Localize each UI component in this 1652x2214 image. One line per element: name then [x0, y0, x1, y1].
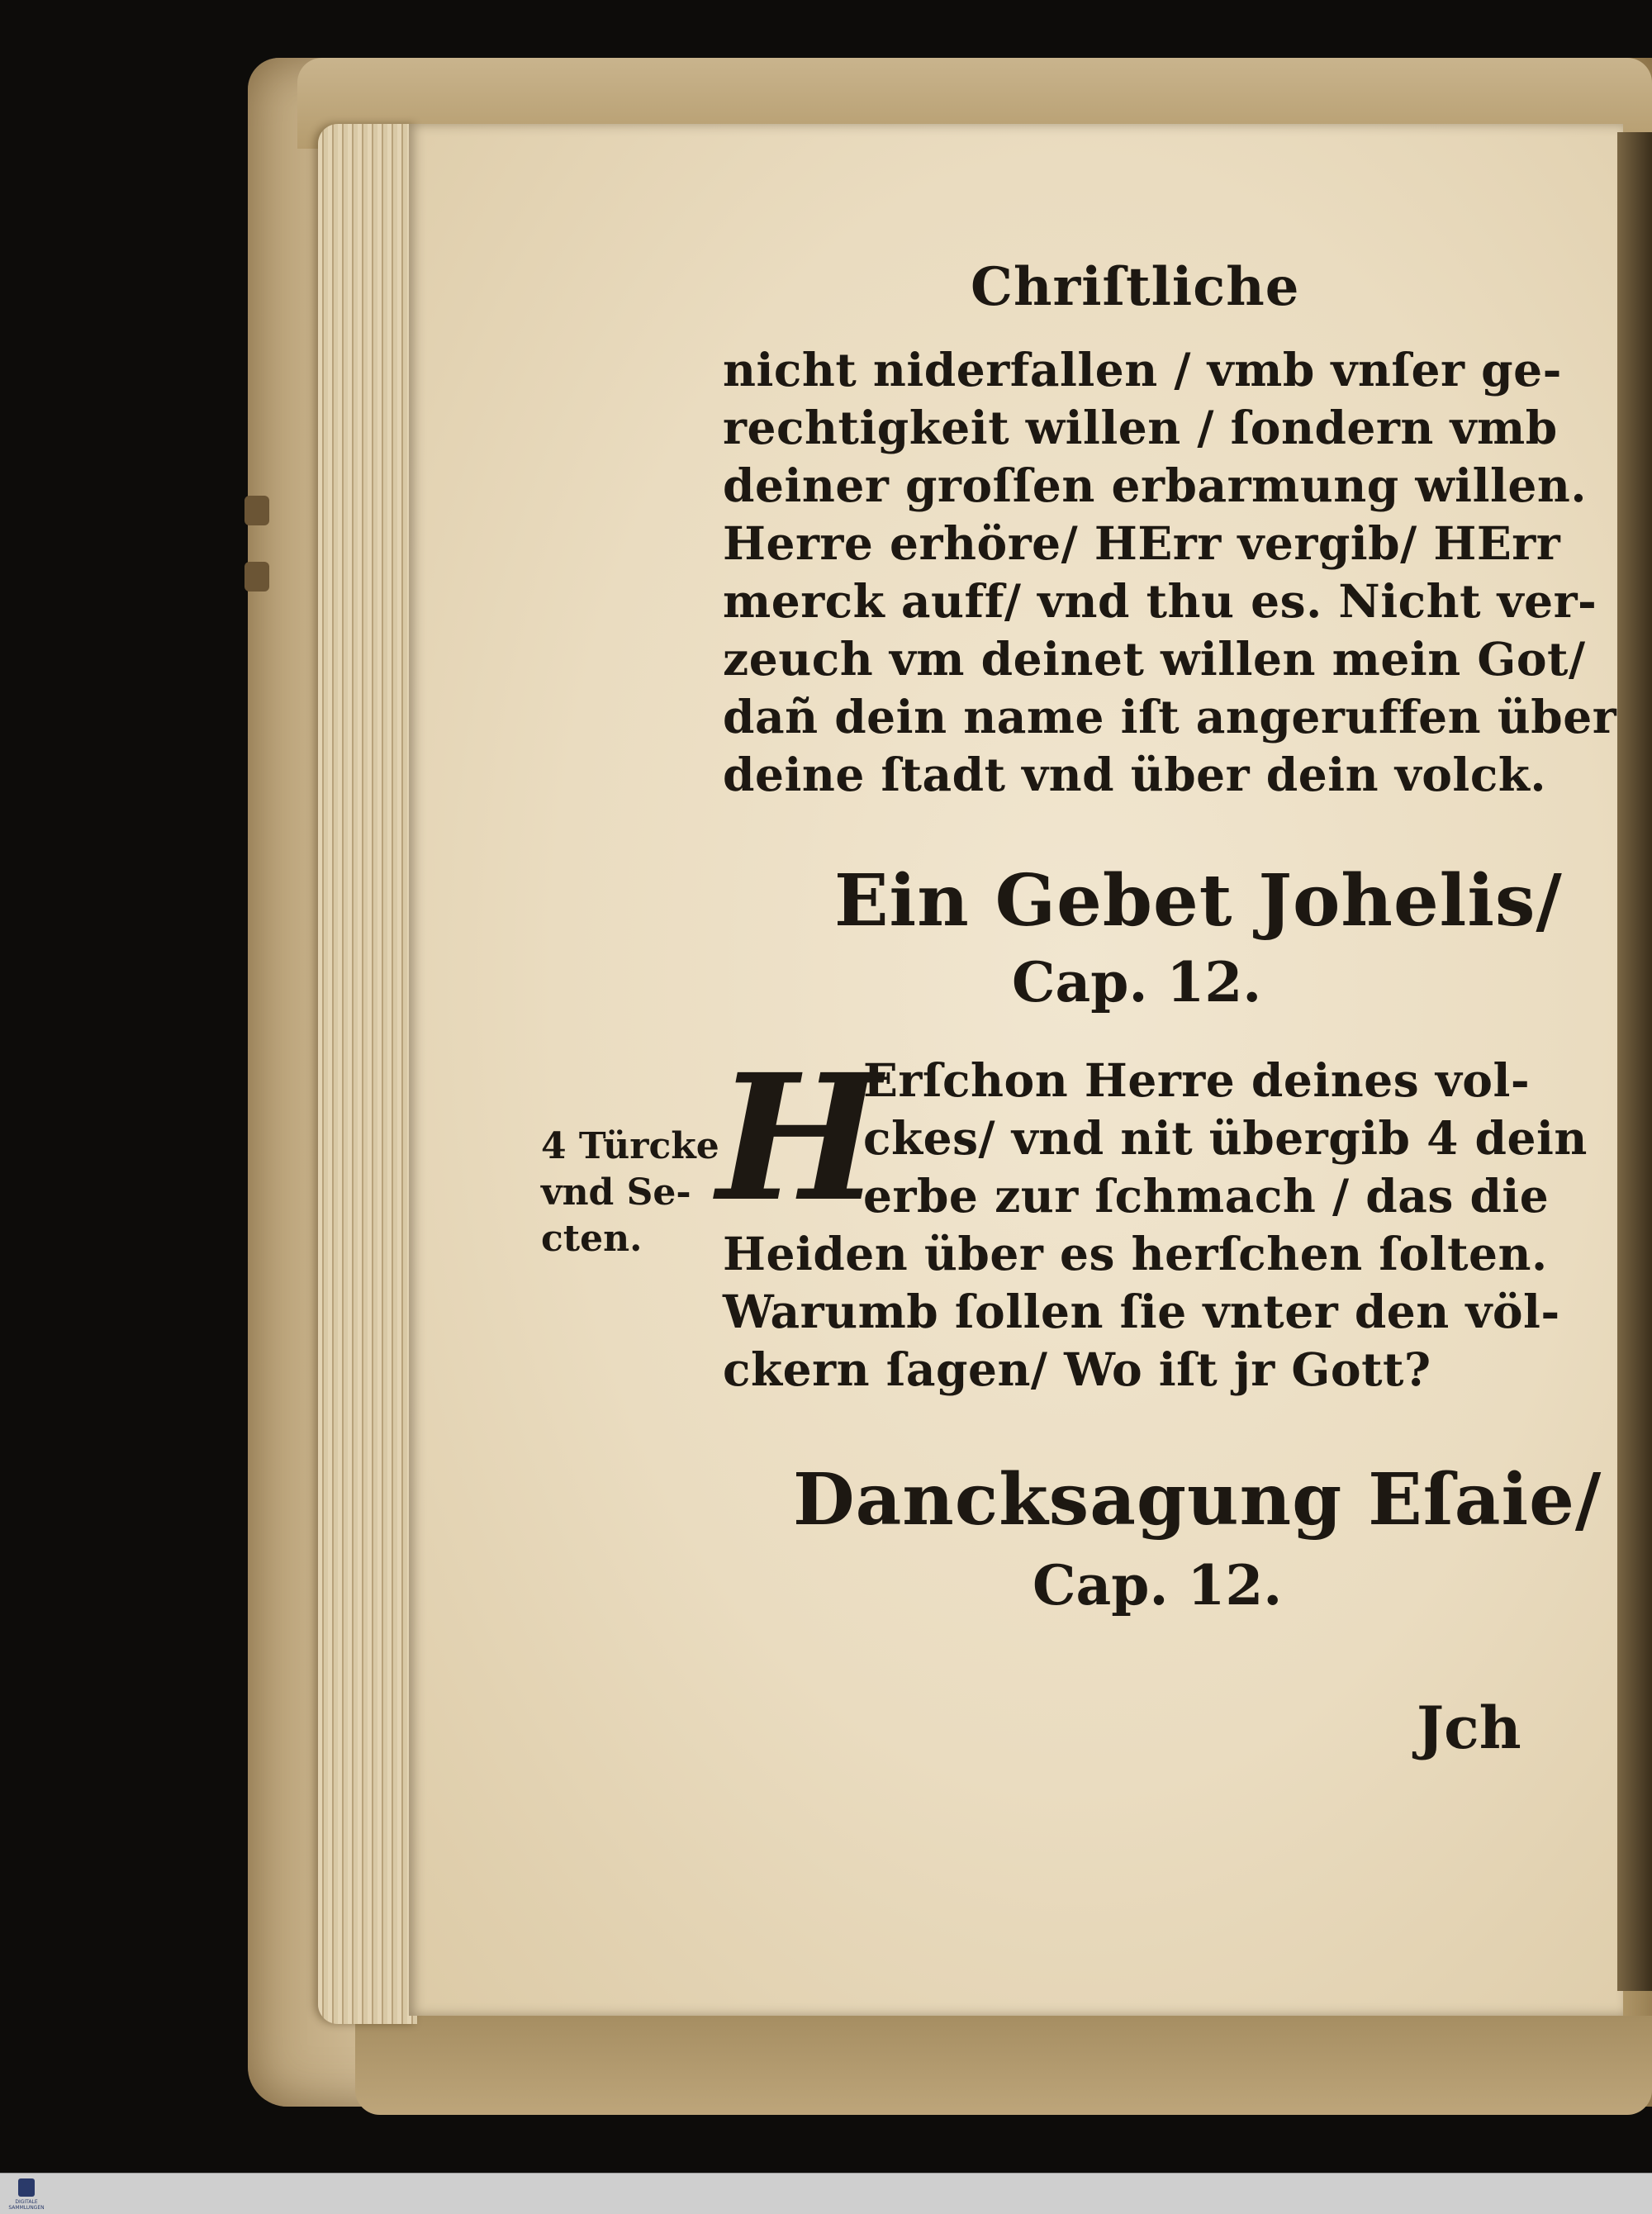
viewer-footer-bar: [0, 2173, 1652, 2214]
binding-tie: [244, 496, 269, 525]
library-logo-text: DIGITALE SAMMLUNGEN: [8, 2199, 45, 2211]
margin-note: cten.: [541, 1218, 643, 1260]
body-line: nicht niderfallen / vmb vnſer ge-: [723, 343, 1562, 397]
chapter-reference: Cap. 12.: [1032, 1553, 1283, 1618]
section-heading: Ein Gebet Johelis/: [834, 859, 1563, 943]
library-logo-icon: [18, 2178, 35, 2197]
margin-note: 4 Türcke: [541, 1125, 719, 1167]
library-logo[interactable]: [8, 2177, 45, 2210]
body-line: erbe zur ſchmach / das die: [863, 1169, 1550, 1223]
chapter-reference: Cap. 12.: [1012, 950, 1262, 1014]
page-edges: [318, 124, 417, 2024]
body-line: zeuch vm deinet willen mein Got/: [723, 632, 1586, 686]
body-line: merck auff/ vnd thu es. Nicht ver-: [723, 574, 1597, 628]
body-line: dañ dein name iſt angeruffen über: [723, 690, 1617, 744]
body-line: deine ſtadt vnd über dein volck.: [723, 748, 1547, 801]
body-line: Herre erhöre/ HErr vergib/ HErr: [723, 516, 1561, 570]
body-line: ckes/ vnd nit übergib 4 dein: [863, 1111, 1588, 1165]
margin-note: vnd Se-: [541, 1171, 691, 1214]
body-line: ckern ſagen/ Wo iſt jr Gott?: [723, 1342, 1431, 1396]
body-line: rechtigkeit willen / ſondern vmb: [723, 401, 1558, 454]
body-line: deiner groſſen erbarmung willen.: [723, 458, 1587, 512]
running-head: Chriſtliche: [971, 256, 1300, 318]
body-line: Warumb ſollen ſie vnter den völ-: [723, 1285, 1560, 1338]
binding-tie: [244, 562, 269, 592]
section-heading: Dancksagung Eſaie/: [793, 1458, 1602, 1542]
catchword: Jch: [1417, 1694, 1521, 1762]
body-line: Erſchon Herre deines vol-: [863, 1053, 1531, 1107]
gutter-shadow: [1617, 132, 1652, 1991]
drop-capital: H: [717, 1036, 881, 1240]
book-cover-bottom-edge: [355, 2016, 1652, 2115]
body-line: Heiden über es herſchen ſolten.: [723, 1227, 1548, 1280]
